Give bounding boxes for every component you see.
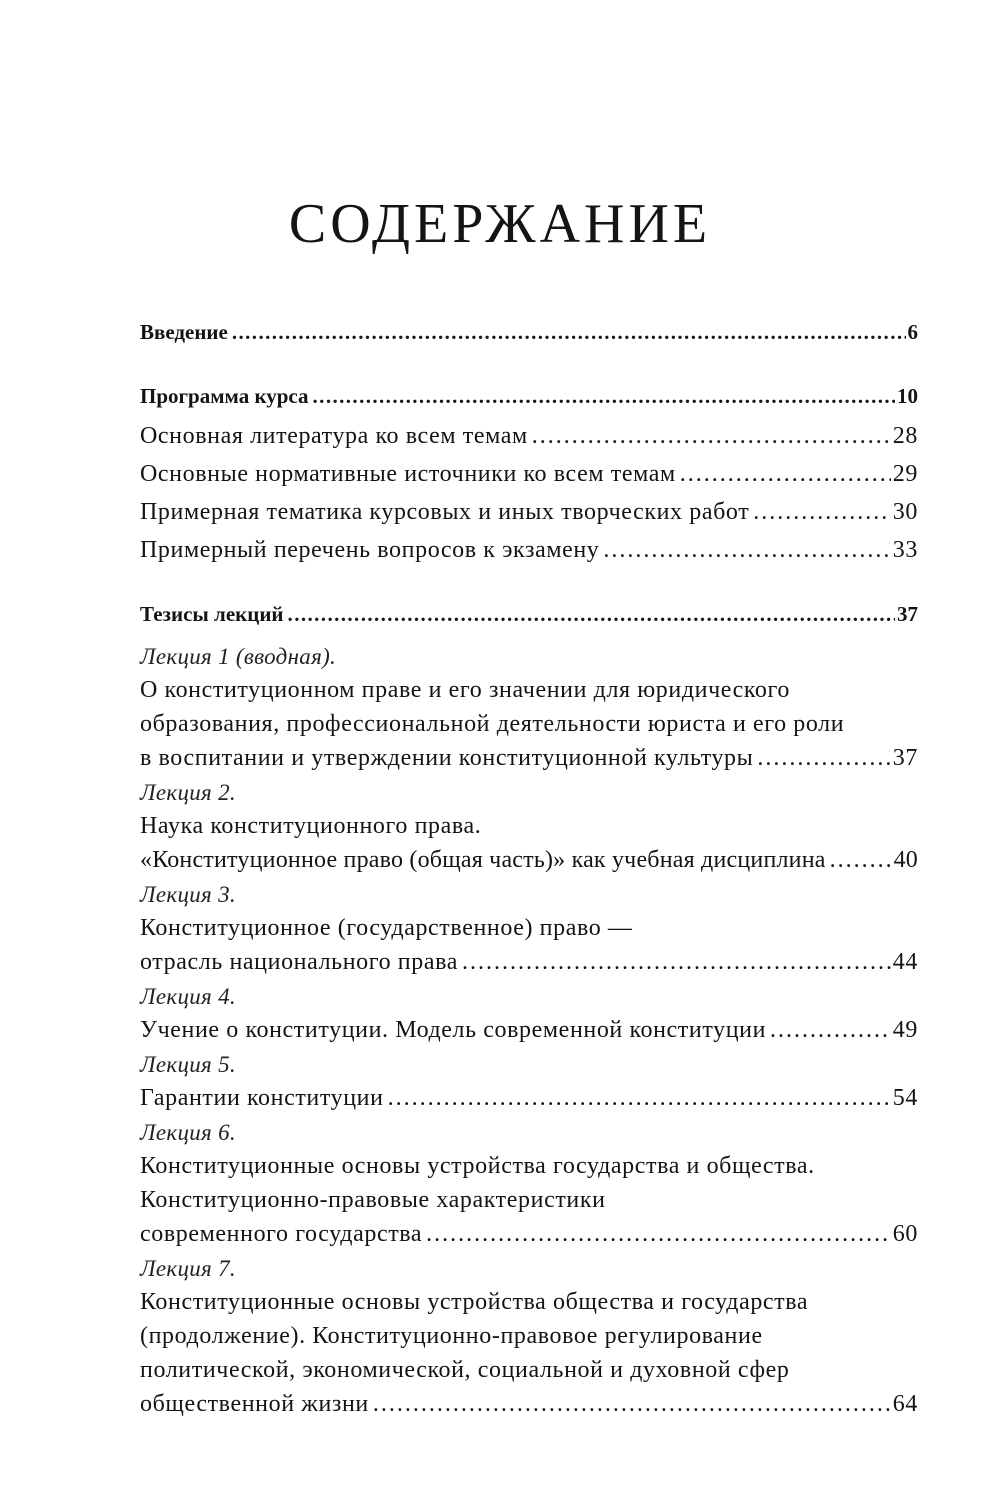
dot-leader: [830, 843, 892, 877]
toc-lecture-7[interactable]: [140, 1253, 918, 1421]
toc-page-number: 28: [892, 423, 918, 449]
toc-entry-label: Основная литература ко всем темам: [140, 423, 528, 449]
lecture-title-line: Конституционно-правовые характеристики: [140, 1187, 606, 1213]
lecture-title-line: отрасль национального права: [140, 949, 458, 975]
toc-lecture-1[interactable]: [140, 641, 918, 775]
lecture-title-line: (продолжение). Конституционно-правовое регулирование: [140, 1323, 763, 1349]
toc-page-number: 54: [892, 1085, 918, 1111]
toc-entry-course-program[interactable]: [140, 379, 918, 413]
dot-leader: [603, 533, 890, 567]
toc-page-number: 60: [892, 1221, 918, 1247]
lecture-title-line: Наука конституционного права.: [140, 813, 482, 839]
lecture-title-last-line: [140, 1013, 918, 1047]
lecture-title-line: современного государства: [140, 1221, 423, 1247]
lecture-title-line: общественной жизни: [140, 1391, 369, 1417]
toc-page-number: 64: [892, 1391, 918, 1417]
lecture-title-last-line: [140, 843, 918, 877]
toc-entry-label: Примерный перечень вопросов к экзамену: [140, 537, 600, 563]
toc-lecture-2[interactable]: [140, 777, 918, 877]
lecture-label: Лекция 2.: [140, 780, 236, 805]
toc-entry-main-literature[interactable]: [140, 419, 918, 453]
lecture-title-line: Конституционное (государственное) право —: [140, 915, 633, 941]
dot-leader: [313, 379, 895, 413]
toc-page-number: 49: [892, 1017, 918, 1043]
lecture-title-line: в воспитании и утверждении конституционной культуры: [140, 745, 754, 771]
lecture-title-line: О конституционном праве и его значении для юридического: [140, 677, 790, 703]
lecture-title-last-line: [140, 1081, 918, 1115]
lecture-title-last-line: [140, 945, 918, 979]
dot-leader: [462, 945, 891, 979]
lecture-title-last-line: [140, 741, 918, 775]
dot-leader: [426, 1217, 891, 1251]
dot-leader: [757, 741, 890, 775]
lecture-label: Лекция 5.: [140, 1052, 236, 1077]
toc-lecture-6[interactable]: [140, 1117, 918, 1251]
dot-leader: [373, 1387, 891, 1421]
lecture-title-line: политической, экономической, социальной и духовной сфер: [140, 1357, 790, 1383]
lecture-title-line: образования, профессиональной деятельности юриста и его роли: [140, 711, 845, 737]
lecture-title-line: Гарантии конституции: [140, 1085, 384, 1111]
toc-lecture-4[interactable]: [140, 981, 918, 1047]
toc-page-number: 37: [892, 745, 918, 771]
toc-lecture-3[interactable]: [140, 879, 918, 979]
lecture-title-line: Учение о конституции. Модель современной конституции: [140, 1017, 767, 1043]
toc-page-number: 6: [907, 320, 918, 344]
dot-leader: [232, 315, 906, 349]
toc-page-number: 44: [892, 949, 918, 975]
toc-entry-label: Тезисы лекций: [140, 602, 284, 626]
lecture-label: Лекция 3.: [140, 882, 236, 907]
toc-entry-normative-sources[interactable]: [140, 457, 918, 491]
dot-leader: [753, 495, 891, 529]
toc-entry-coursework-topics[interactable]: [140, 495, 918, 529]
dot-leader: [532, 419, 891, 453]
lecture-title-line: Конституционные основы устройства государства и общества.: [140, 1153, 815, 1179]
page-title: СОДЕРЖАНИЕ: [288, 193, 712, 255]
toc-page-number: 29: [892, 461, 918, 487]
lecture-label: Лекция 1 (вводная).: [140, 644, 337, 669]
toc-page-number: 30: [892, 499, 918, 525]
dot-leader: [770, 1013, 891, 1047]
toc-page-number: 37: [897, 602, 918, 626]
toc-entry-label: Основные нормативные источники ко всем темам: [140, 461, 676, 487]
toc-entry-lecture-theses[interactable]: [140, 597, 918, 631]
toc-page-number: 40: [893, 847, 918, 873]
lecture-title-last-line: [140, 1217, 918, 1251]
toc-entry-exam-questions[interactable]: [140, 533, 918, 567]
lecture-label: Лекция 6.: [140, 1120, 236, 1145]
lecture-title-last-line: [140, 1387, 918, 1421]
toc-lecture-5[interactable]: [140, 1049, 918, 1115]
dot-leader: [288, 597, 895, 631]
dot-leader: [388, 1081, 891, 1115]
toc-page-number: 10: [897, 384, 918, 408]
toc-entry-label: Программа курса: [140, 384, 309, 408]
lecture-title-line: Конституционные основы устройства общества и государства: [140, 1289, 809, 1315]
lecture-title-line: «Конституционное право (общая часть)» как учебная дисциплина: [140, 847, 826, 873]
table-of-contents: [140, 315, 918, 1421]
lecture-label: Лекция 7.: [140, 1256, 236, 1281]
dot-leader: [680, 457, 891, 491]
toc-entry-introduction[interactable]: [140, 315, 918, 349]
toc-page-number: 33: [892, 537, 918, 563]
toc-entry-label: Примерная тематика курсовых и иных творческих работ: [140, 499, 750, 525]
lecture-label: Лекция 4.: [140, 984, 236, 1009]
toc-entry-label: Введение: [140, 320, 228, 344]
